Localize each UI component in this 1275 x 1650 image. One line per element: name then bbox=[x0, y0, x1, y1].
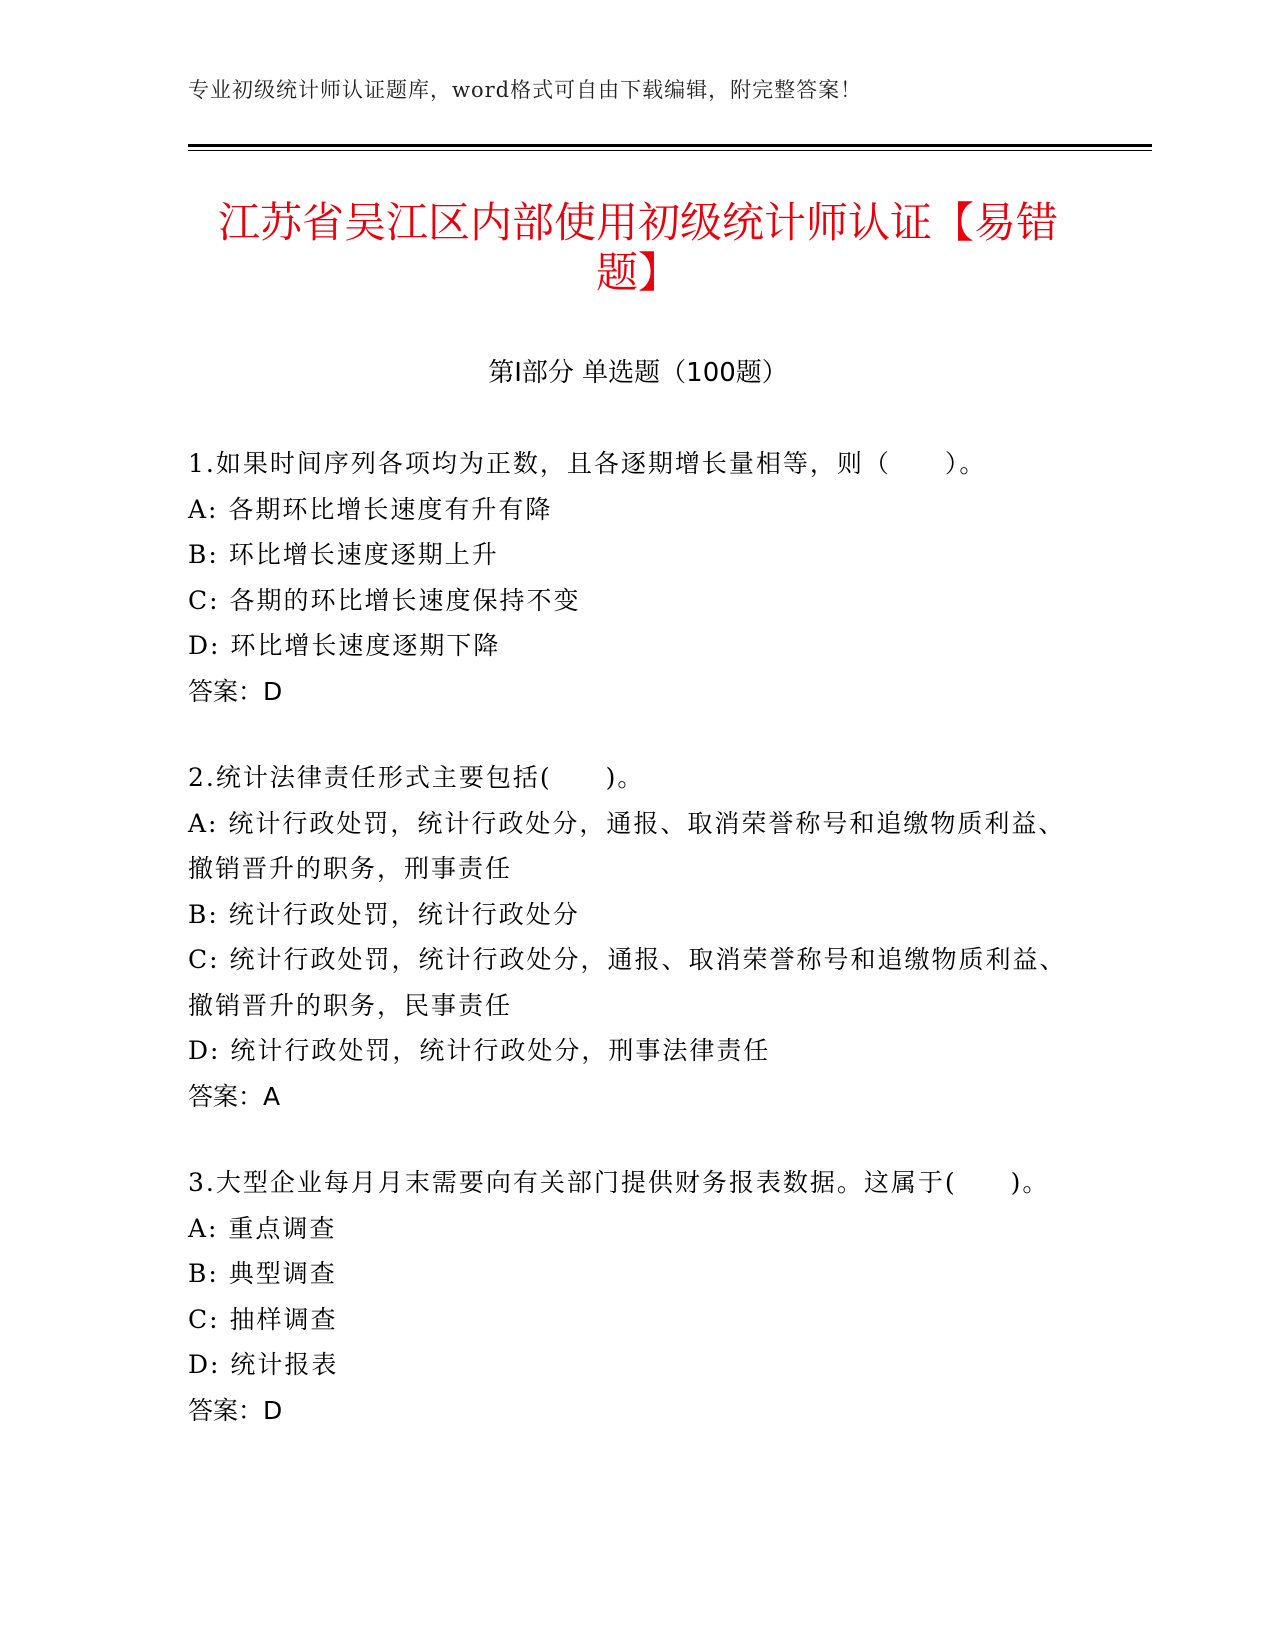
question-3 bbox=[188, 1160, 1088, 1433]
option-c: C: 统计行政处罚，统计行政处分，通报、取消荣誉称号和追缴物质利益、撤销晋升的职务，民事责任 bbox=[188, 945, 1067, 1020]
option-a: A: 重点调查 bbox=[188, 1213, 337, 1243]
question-stem: 1.如果时间序列各项均为正数，且各逐期增长量相等，则（ ）。 bbox=[188, 449, 987, 478]
question-stem: 3.大型企业每月月末需要向有关部门提供财务报表数据。这属于( )。 bbox=[188, 1168, 1050, 1197]
page-header-note: 专业初级统计师认证题库，word格式可自由下载编辑，附完整答案！ bbox=[188, 78, 863, 102]
option-b: B: 统计行政处罚，统计行政处分 bbox=[188, 899, 580, 929]
option-a: A: 统计行政处罚，统计行政处分，通报、取消荣誉称号和追缴物质利益、撤销晋升的职务，刑事责任 bbox=[188, 808, 1066, 883]
option-c: C: 各期的环比增长速度保持不变 bbox=[188, 585, 581, 615]
section-title: 第Ⅰ部分 单选题（100题） bbox=[488, 358, 788, 388]
answer: 答案：D bbox=[188, 676, 283, 706]
option-b: B: 典型调查 bbox=[188, 1259, 337, 1288]
option-d: D: 统计行政处罚，统计行政处分，刑事法律责任 bbox=[188, 1036, 771, 1065]
option-b: B: 环比增长速度逐期上升 bbox=[188, 540, 499, 569]
question-stem: 2.统计法律责任形式主要包括( )。 bbox=[188, 763, 645, 792]
question-2 bbox=[188, 755, 1088, 1119]
document-title: 江苏省吴江区内部使用初级统计师认证【易错题】 bbox=[217, 198, 1058, 297]
option-a: A: 各期环比增长速度有升有降 bbox=[188, 494, 553, 524]
header-rule-thin bbox=[188, 150, 1152, 151]
answer: 答案：D bbox=[188, 1395, 283, 1425]
option-d: D: 环比增长速度逐期下降 bbox=[188, 631, 501, 660]
header-rule-thick bbox=[188, 144, 1152, 147]
answer: 答案：A bbox=[188, 1081, 281, 1111]
question-1 bbox=[188, 441, 1088, 714]
option-d: D: 统计报表 bbox=[188, 1350, 339, 1379]
option-c: C: 抽样调查 bbox=[188, 1304, 338, 1334]
